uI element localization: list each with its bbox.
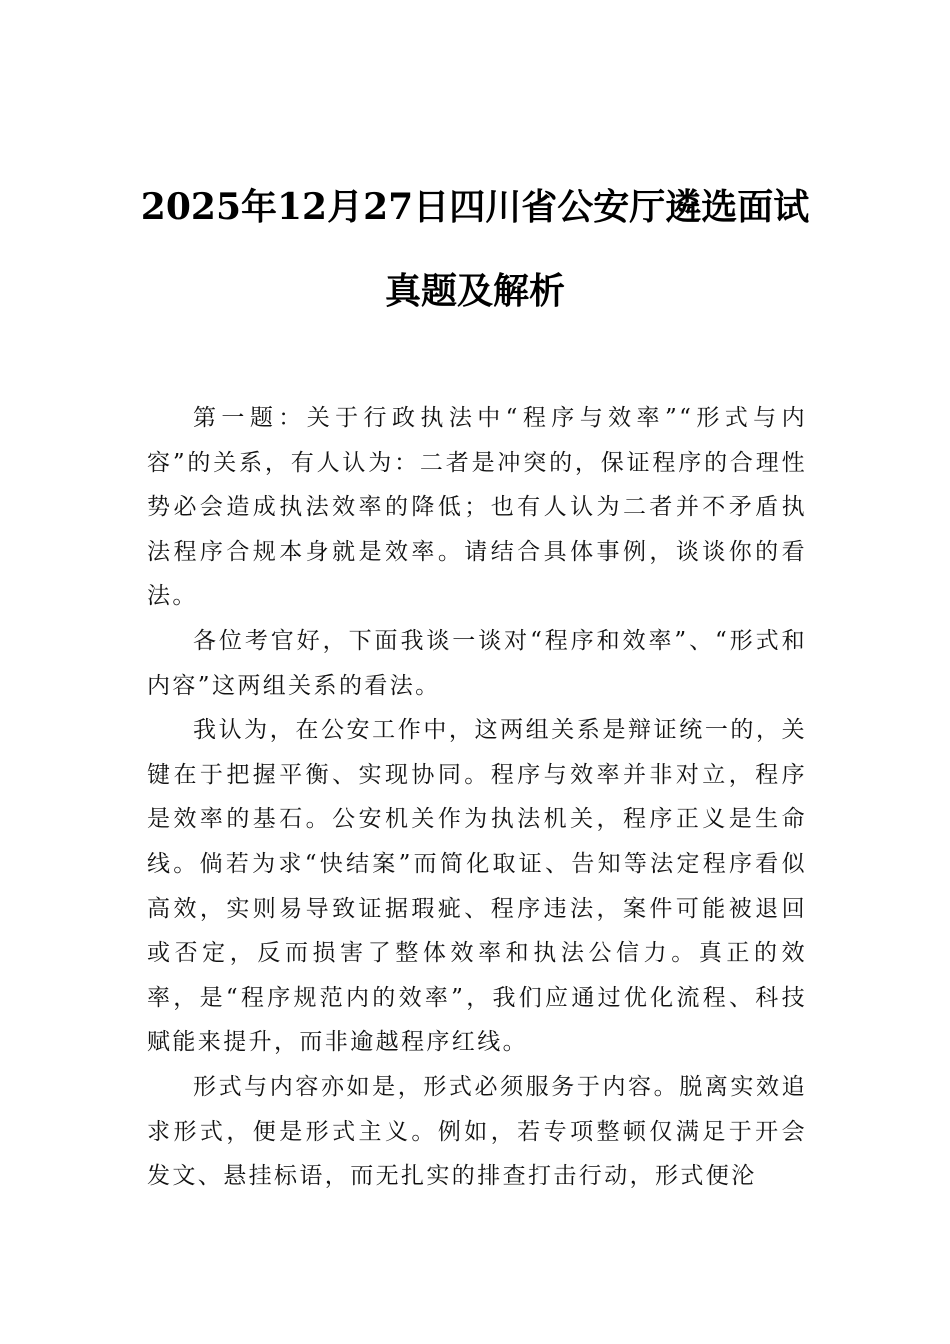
title-line-2: 真题及解析 bbox=[384, 270, 565, 312]
document-title bbox=[0, 165, 950, 333]
title-line-1: 2025年12月27日四川省公安厅遴选面试 bbox=[140, 186, 810, 228]
paragraph-form-content: 形式与内容亦如是，形式必须服务于内容。脱离实效追求形式，便是形式主义。例如，若专项整顿仅满足于开会发文、悬挂标语，而无扎实的排查打击行动，形式便沦 bbox=[147, 1073, 807, 1190]
document-body bbox=[147, 396, 807, 1199]
paragraph-procedure-efficiency: 我认为，在公安工作中，这两组关系是辩证统一的，关键在于把握平衡、实现协同。程序与效率并非对立，程序是效率的基石。公安机关作为执法机关，程序正义是生命线。倘若为求“快结案”而简化取证、告知等法定程序看似高效，实则易导致证据瑕疵、程序违法，案件可能被退回或否定，反而损害了整体效率和执法公信力。真正的效率，是“程序规范内的效率”，我们应通过优化流程、科技赋能来提升，而非逾越程序红线。 bbox=[147, 717, 807, 1056]
paragraph-opening: 各位考官好，下面我谈一谈对“程序和效率”、“形式和内容”这两组关系的看法。 bbox=[147, 627, 807, 699]
paragraph-question: 第一题：关于行政执法中“程序与效率”“形式与内容”的关系，有人认为：二者是冲突的，保证程序的合理性势必会造成执法效率的降低；也有人认为二者并不矛盾执法程序合规本身就是效率。请结合具体事例，谈谈你的看法。 bbox=[147, 405, 807, 610]
